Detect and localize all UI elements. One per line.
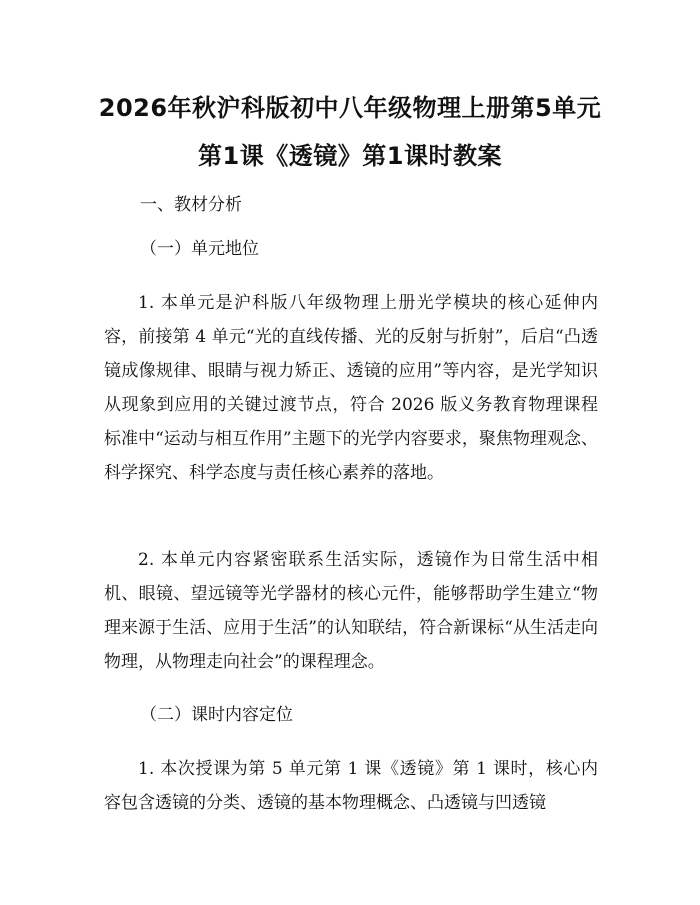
paragraph-unit-position-1: 1. 本单元是沪科版八年级物理上册光学模块的核心延伸内容，前接第 4 单元“光的直线传播、光的反射与折射”，后启“凸透镜成像规律、眼睛与视力矫正、透镜的应用”等内容，是光学知识从现象到应用的关键过渡节点，符合 2026 版义务教育物理课程标准中“运动与相互作用”主题下的光学内容要求，聚焦物理观念、科学探究、科学态度与责任核心素养的落地。: [104, 293, 598, 483]
subsection-heading-unit-position: （一）单元地位: [140, 239, 259, 259]
paragraph-lesson-position-1: 1. 本次授课为第 5 单元第 1 课《透镜》第 1 课时，核心内容包含透镜的分类、透镜的基本物理概念、凸透镜与凹透镜: [104, 759, 598, 813]
subsection-heading-lesson-position: （二）课时内容定位: [140, 705, 293, 725]
paragraph-unit-position-2: 2. 本单元内容紧密联系生活实际，透镜作为日常生活中相机、眼镜、望远镜等光学器材的核心元件，能够帮助学生建立“物理来源于生活、应用于生活”的认知联结，符合新课标“从生活走向物理，从物理走向社会”的课程理念。: [104, 550, 598, 672]
section-heading-textbook-analysis: 一、教材分析: [140, 195, 242, 215]
document-title: 2026年秋沪科版初中八年级物理上册第5单元第1课《透镜》第1课时教案: [98, 94, 602, 170]
